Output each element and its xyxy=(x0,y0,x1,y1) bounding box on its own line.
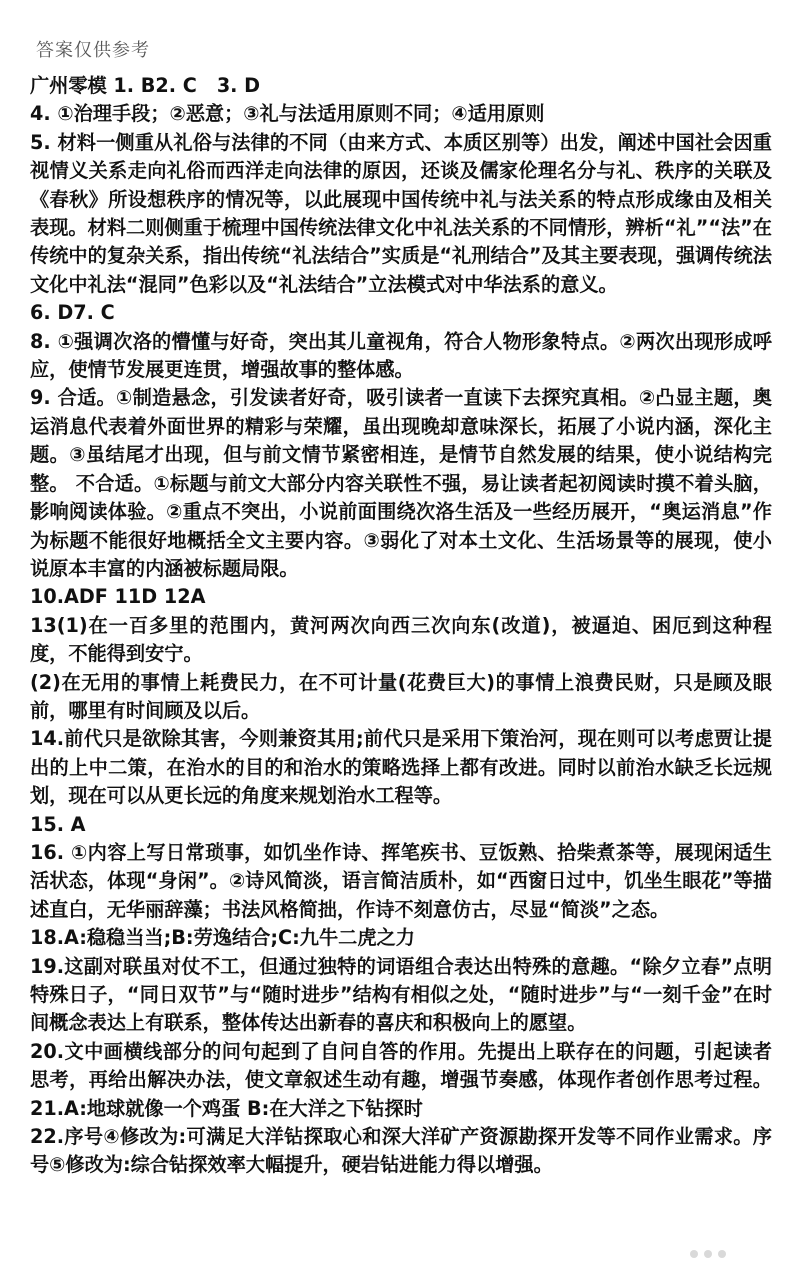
answer-item: 14.前代只是欲除其害，今则兼资其用;前代只是采用下策治河，现在则可以考虑贾让提出的上中二策，在治水的目的和治水的策略选择上都有改进。同时以前治水缺乏长远规划，现在可以从更长远的角度来规划治水工程等。 xyxy=(30,727,772,808)
answer-content xyxy=(30,72,772,1180)
answer-item: 8. ①强调次洛的懵懂与好奇，突出其儿童视角，符合人物形象特点。②两次出现形成呼应，使情节发展更连贯，增强故事的整体感。 xyxy=(30,329,772,382)
answer-item: 10.ADF 11D 12A xyxy=(30,585,206,609)
answer-item: 9. 合适。①制造悬念，引发读者好奇，吸引读者一直读下去探究真相。②凸显主题，奥运消息代表着外面世界的精彩与荣耀，虽出现晚却意味深长，拓展了小说内涵，深化主题。③虽结尾才出现，但与前文情节紧密相连，是情节自然发展的结果，使小说结构完整。 不合适。①标题与前文大部分内容关联性不强，易让读者起初阅读时摸不着头脑，影响阅读体验。②重点不突出，小说前面围绕次洛生活及一些经历展开，“奥运消息”作为标题不能很好地概括全文主要内容。③弱化了对本土文化、生活场景等的展现，使小说原本丰富的内涵被标题局限。 xyxy=(30,386,772,580)
answer-item: 22.序号④修改为:可满足大洋钻探取心和深大洋矿产资源勘探开发等不同作业需求。序号⑤修改为:综合钻探效率大幅提升，硬岩钻进能力得以增强。 xyxy=(30,1125,772,1177)
answer-item: 5. 材料一侧重从礼俗与法律的不同（由来方式、本质区别等）出发，阐述中国社会因重视情义关系走向礼俗而西洋走向法律的原因，还谈及儒家伦理名分与礼、秩序的关联及《春秋》所设想秩序的情况等，以此展现中国传统中礼与法关系的特点形成缘由及相关表现。材料二则侧重于梳理中国传统法律文化中礼法关系的不同情形，辨析“礼”“法”在传统中的复杂关系，指出传统“礼法结合”实质是“礼刑结合”及其主要表现，强调传统法文化中礼法“混同”色彩以及“礼法结合”立法模式对中华法系的意义。 xyxy=(30,130,772,296)
answer-item: 4. ①治理手段；②恶意；③礼与法适用原则不同；④适用原则 xyxy=(30,102,545,126)
watermark-dots xyxy=(690,1243,740,1253)
answer-item: 6. D7. C xyxy=(30,301,115,325)
answer-item: 20.文中画横线部分的问句起到了自问自答的作用。先提出上联存在的问题，引起读者思考，再给出解决办法，使文章叙述生动有趣，增强节奏感，体现作者创作思考过程。21.A:地球就像一个鸡蛋 B:在大洋之下钻探时 xyxy=(30,1039,772,1120)
page-header: 答案仅供参考 xyxy=(36,40,150,61)
answer-item: (2)在无用的事情上耗费民力，在不可计量(花费巨大)的事情上浪费民财，只是顾及眼前，哪里有时间顾及以后。 xyxy=(30,670,772,722)
answer-item: 18.A:稳稳当当;B:劳逸结合;C:九牛二虎之力 xyxy=(30,926,415,950)
answer-item: 13(1)在一百多里的范围内，黄河两次向西三次向东(改道)，被逼迫、困厄到这种程度，不能得到安宁。 xyxy=(30,613,772,666)
answer-item: 19.这副对联虽对仗不工，但通过独特的词语组合表达出特殊的意趣。“除夕立春”点明特殊日子，“同日双节”与“随时进步”结构有相似之处，“随时进步”与“一刻千金”在时间概念表达上有联系，整体传达出新春的喜庆和积极向上的愿望。 xyxy=(30,954,772,1035)
dot-mark xyxy=(690,1250,698,1258)
dot-mark xyxy=(704,1250,712,1258)
dot-mark xyxy=(718,1250,726,1258)
answer-item: 15. A xyxy=(30,812,86,836)
answer-item: 16. ①内容上写日常琐事，如饥坐作诗、挥笔疾书、豆饭熟、拾柴煮茶等，展现闲适生活状态，体现“身闲”。②诗风简淡，语言简洁质朴，如“西窗日过中，饥坐生眼花”等描述直白，无华丽辞藻；书法风格简拙，作诗不刻意仿古，尽显“简淡”之态。 xyxy=(30,840,772,921)
answer-item: 广州零模 1. B2. C 3. D xyxy=(30,74,261,97)
